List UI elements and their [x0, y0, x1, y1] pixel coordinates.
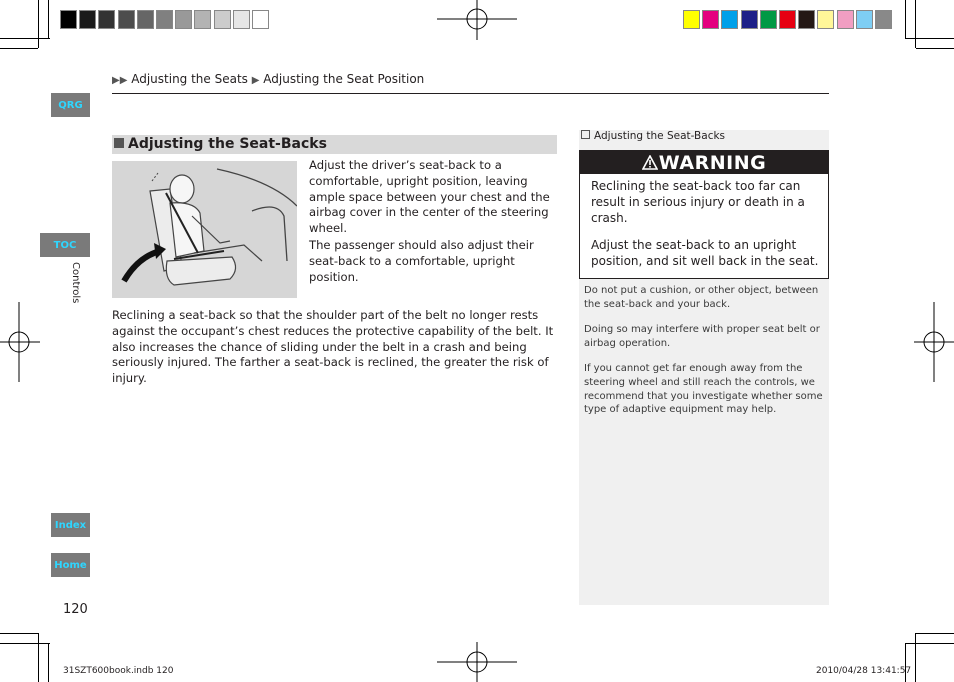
breadcrumb-arrows: ▶▶	[112, 75, 128, 86]
section-tab-label: Controls	[70, 262, 81, 304]
warning-triangle-icon	[642, 155, 658, 170]
crop-mark	[0, 38, 50, 39]
gray-swatch	[137, 10, 154, 29]
crop-mark	[916, 633, 954, 634]
registration-mark	[437, 642, 517, 682]
crop-mark	[0, 48, 38, 49]
section-heading	[112, 135, 327, 154]
gray-swatch	[118, 10, 135, 29]
section-title: Adjusting the Seat-Backs	[128, 136, 327, 152]
note-paragraph: Do not put a cushion, or other object, between the seat-back and your back.	[584, 285, 819, 310]
crop-mark	[915, 0, 916, 48]
crop-mark	[0, 633, 38, 634]
warning-text: Reclining the seat-back too far can result in serious injury or death in a crash.	[591, 179, 805, 225]
color-swatch	[683, 10, 700, 29]
gray-swatch	[98, 10, 115, 29]
body-paragraph: Reclining a seat-back so that the shoulder part of the belt no longer rests against the occupant’s chest reduces the protective capability of the belt. It also increases the chance of sliding under the belt in a crash and being seriously injured. The farther a seat-back is reclined, the greater the risk of injury.	[112, 308, 554, 386]
color-swatch	[741, 10, 758, 29]
toc-button[interactable]: TOC	[40, 233, 90, 257]
gray-swatch	[214, 10, 231, 29]
note-paragraph: Doing so may interfere with proper seat belt or airbag operation.	[584, 324, 820, 349]
warning-text: Adjust the seat-back to an upright position, and sit well back in the seat.	[591, 238, 819, 268]
crop-mark	[905, 643, 954, 644]
sidebar-note-title: Adjusting the Seat-Backs	[594, 130, 726, 142]
qrg-button[interactable]: QRG	[51, 93, 90, 117]
crop-mark	[905, 0, 906, 38]
color-swatch	[779, 10, 796, 29]
seat-back-illustration	[112, 161, 297, 298]
home-button[interactable]: Home	[51, 553, 90, 577]
footer-file-info: 31SZT600book.indb 120	[63, 666, 174, 676]
crop-mark	[38, 0, 39, 48]
gray-swatch	[194, 10, 211, 29]
crop-mark	[915, 633, 916, 682]
footer-datetime: 2010/04/28 13:41:57	[816, 666, 912, 676]
registration-mark	[914, 302, 954, 382]
page-number: 120	[63, 602, 88, 617]
gray-swatch	[156, 10, 173, 29]
color-swatch	[721, 10, 738, 29]
note-paragraph: If you cannot get far enough away from the steering wheel and still reach the controls, we recommend that you investigate whether some type of adaptive equipment may help.	[584, 363, 823, 416]
body-paragraph: Adjust the driver’s seat-back to a comfortable, upright position, leaving ample space between your chest and the airbag cover in the center of the steering wheel.	[309, 158, 550, 236]
crop-mark	[48, 643, 49, 682]
breadcrumb	[112, 72, 424, 86]
breadcrumb-current: Adjusting the Seat Position	[263, 72, 425, 86]
index-button[interactable]: Index	[51, 513, 90, 537]
warning-title: WARNING	[658, 151, 767, 174]
sidebar-note-heading	[581, 130, 725, 142]
note-icon	[581, 130, 590, 139]
header-rule	[112, 93, 829, 94]
color-swatch	[837, 10, 854, 29]
color-swatch	[856, 10, 873, 29]
crop-mark	[905, 643, 906, 682]
gray-swatch	[252, 10, 269, 29]
breadcrumb-link-adjusting-seats[interactable]: Adjusting the Seats	[131, 72, 248, 86]
crop-mark	[0, 643, 50, 644]
crop-mark	[38, 633, 39, 682]
breadcrumb-arrow: ▶	[251, 75, 260, 86]
body-paragraph: The passenger should also adjust their seat-back to a comfortable, upright position.	[309, 238, 534, 284]
crop-mark	[916, 48, 954, 49]
registration-mark	[437, 0, 517, 40]
warning-header	[580, 151, 828, 174]
color-swatch	[817, 10, 834, 29]
gray-swatch	[79, 10, 96, 29]
gray-swatch	[175, 10, 192, 29]
registration-mark	[0, 302, 40, 382]
color-swatch	[798, 10, 815, 29]
gray-swatch	[233, 10, 250, 29]
color-swatch	[760, 10, 777, 29]
crop-mark	[905, 38, 954, 39]
square-bullet-icon	[114, 138, 124, 148]
gray-swatch	[60, 10, 77, 29]
color-swatch	[875, 10, 892, 29]
color-swatch	[702, 10, 719, 29]
crop-mark	[48, 0, 49, 38]
